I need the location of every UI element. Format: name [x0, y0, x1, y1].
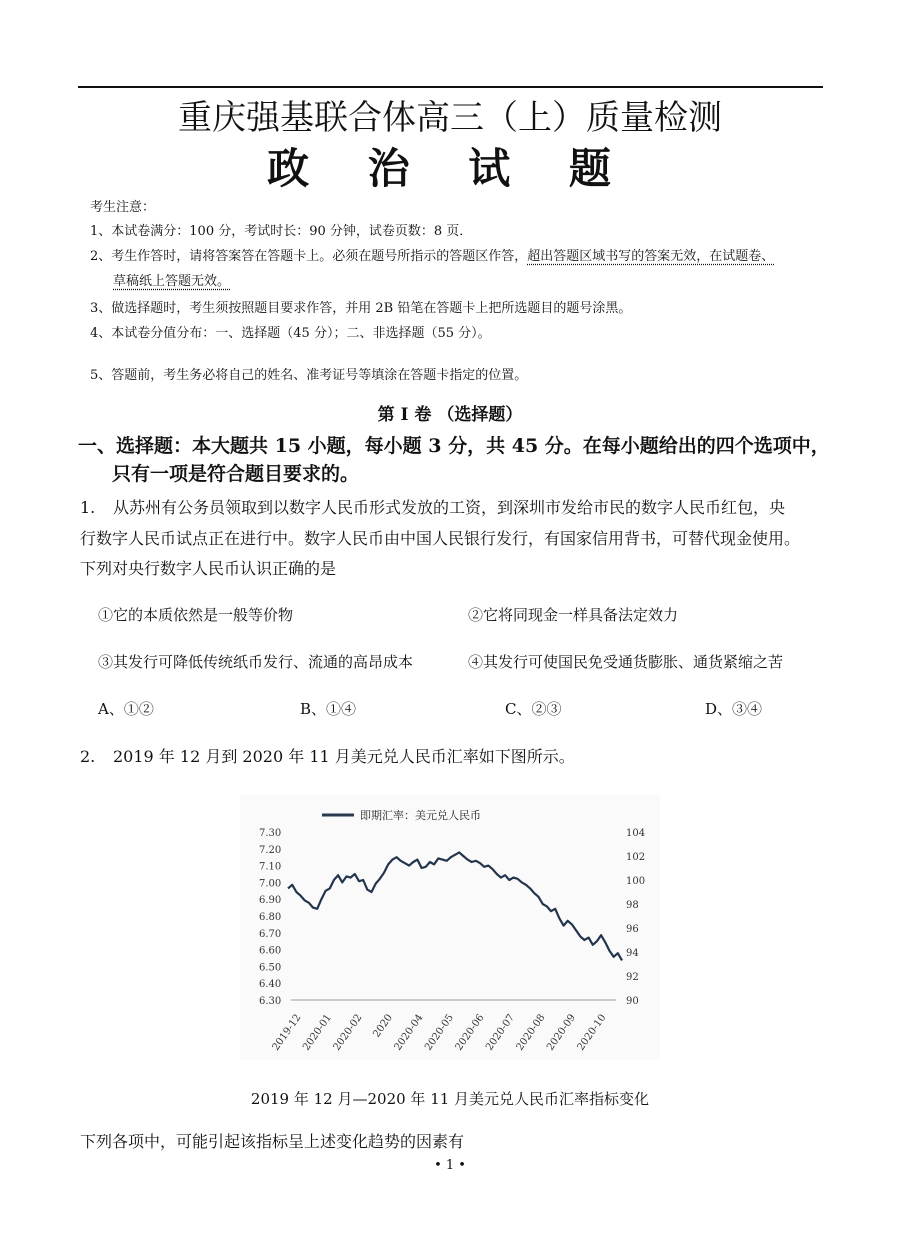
x-tick: 2020-02	[331, 1012, 365, 1053]
y-left-tick: 6.60	[259, 945, 282, 957]
notice-item-2-continued: 草稿纸上答题无效。	[113, 274, 231, 289]
section-instruction-1: 一、选择题：本大题共 15 小题，每小题 3 分，共 45 分。在每小题给出的四个选项中，	[78, 435, 830, 457]
y-left-tick: 6.70	[259, 928, 282, 940]
notice-item-4: 4、本试卷分值分布：一、选择题（45 分）；二、非选择题（55 分）。	[90, 326, 491, 341]
x-tick: 2020-08	[514, 1012, 548, 1053]
y-right-tick: 100	[626, 876, 646, 887]
y-right-tick: 92	[626, 972, 639, 983]
notice-item-1: 1、本试卷满分：100 分，考试时长：90 分钟，试卷页数：8 页．	[90, 224, 473, 239]
q2-followup: 下列各项中，可能引起该指标呈上述变化趋势的因素有	[80, 1132, 465, 1151]
y-left-tick: 6.40	[259, 979, 282, 991]
x-tick: 2020-01	[301, 1012, 334, 1053]
x-tick: 2020-09	[545, 1012, 578, 1053]
y-left-tick: 6.90	[259, 895, 282, 907]
chart-caption: 2019 年 12 月—2020 年 11 月美元兑人民币汇率指标变化	[250, 1090, 650, 1108]
y-left-tick: 7.10	[259, 861, 282, 873]
q2-number: 2.	[80, 747, 96, 766]
header-rule	[78, 86, 823, 88]
section-title: 第 I 卷 （选择题）	[377, 405, 523, 425]
y-left-tick: 7.30	[259, 828, 282, 839]
x-tick: 2020-06	[453, 1012, 487, 1053]
q1-statement-1: ①它的本质依然是一般等价物	[98, 606, 294, 624]
legend-label: 即期汇率：美元兑人民币	[360, 809, 481, 822]
exchange-rate-chart	[240, 795, 660, 1060]
y-right-tick: 98	[626, 900, 639, 911]
x-tick: 2019-12	[270, 1012, 304, 1053]
q1-stem-line-1: 从苏州有公务员领取到以数字人民币形式发放的工资，到深圳市发给市民的数字人民币红包，央	[113, 498, 786, 517]
q1-choice-a: A、①②	[98, 700, 154, 718]
notice-item-2-emphasis: 超出答题区域书写的答案无效，在试题卷、	[527, 249, 775, 264]
section-instruction-2: 只有一项是符合题目要求的。	[112, 463, 360, 485]
q1-statement-3: ③其发行可降低传统纸币发行、流通的高昂成本	[98, 653, 414, 671]
y-left-tick: 6.30	[259, 996, 282, 1007]
x-tick: 2020-05	[423, 1012, 456, 1053]
q1-choice-c: C、②③	[505, 700, 562, 718]
q1-number: 1.	[80, 498, 96, 517]
y-left-tick: 7.00	[259, 878, 282, 890]
q1-stem-line-2: 行数字人民币试点正在进行中。数字人民币由中国人民银行发行，有国家信用背书，可替代现金使用。	[80, 529, 801, 548]
q1-choice-b: B、①④	[300, 700, 357, 718]
y-right-tick: 94	[626, 948, 639, 959]
q1-stem-line-3: 下列对央行数字人民币认识正确的是	[80, 559, 337, 578]
y-left-ticks	[259, 828, 281, 1007]
y-right-tick: 102	[626, 852, 646, 863]
q1-choice-d: D、③④	[705, 700, 763, 718]
y-right-tick: 90	[626, 996, 639, 1007]
x-tick: 2020-10	[575, 1012, 609, 1053]
notice-heading: 考生注意：	[90, 200, 156, 215]
y-right-tick: 104	[626, 828, 646, 839]
x-tick: 2020	[371, 1012, 395, 1040]
y-left-tick: 6.50	[259, 962, 282, 974]
y-left-tick: 7.20	[259, 844, 282, 856]
y-left-tick: 6.80	[259, 912, 282, 923]
notice-item-2-text: 2、考生作答时，请将答案答在答题卡上。必须在题号所指示的答题区作答，	[90, 249, 528, 264]
x-tick: 2020-04	[392, 1012, 426, 1053]
q1-statement-2: ②它将同现金一样具备法定效力	[468, 606, 679, 624]
notice-item-2	[90, 247, 774, 267]
page-number: • 1 •	[434, 1158, 466, 1173]
notice-item-5: 5、答题前，考生务必将自己的姓名、准考证号等填涂在答题卡指定的位置。	[90, 368, 528, 383]
q2-stem: 2019 年 12 月到 2020 年 11 月美元兑人民币汇率如下图所示。	[113, 747, 575, 766]
x-tick: 2020-07	[484, 1012, 517, 1053]
notice-item-3: 3、做选择题时，考生须按照题目要求作答，并用 2B 铅笔在答题卡上把所选题目的题号涂黑。	[90, 301, 632, 316]
y-right-tick: 96	[626, 924, 639, 935]
exam-title: 重庆强基联合体高三（上）质量检测	[178, 98, 722, 138]
q1-statement-4: ④其发行可使国民免受通货膨胀、通货紧缩之苦	[468, 653, 784, 671]
subject-title: 政 治 试 题	[267, 144, 633, 193]
